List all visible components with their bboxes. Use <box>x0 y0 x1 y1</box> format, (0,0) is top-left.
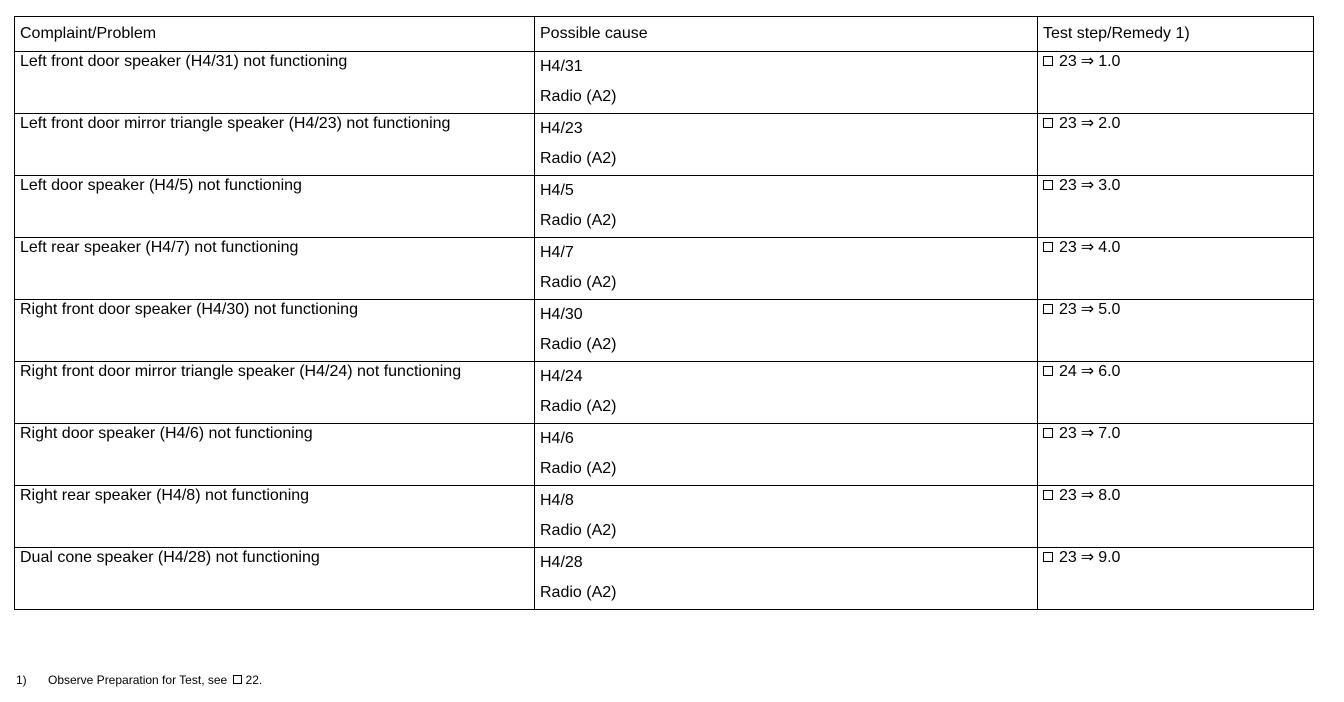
header-complaint: Complaint/Problem <box>15 17 535 52</box>
table-header-row <box>15 17 1314 52</box>
document-ref-icon <box>1043 180 1053 190</box>
table-row <box>15 424 1314 486</box>
cause-radio: Radio (A2) <box>540 150 617 167</box>
cause-radio: Radio (A2) <box>540 88 617 105</box>
table-row <box>15 362 1314 424</box>
footnote <box>16 672 262 688</box>
remedy-cell <box>1038 486 1314 548</box>
remedy-cell <box>1038 52 1314 114</box>
cause-radio: Radio (A2) <box>540 212 617 229</box>
complaint-cell: Left front door speaker (H4/31) not functioning <box>15 52 535 114</box>
remedy-step: 9.0 <box>1098 549 1121 566</box>
remedy-step: 7.0 <box>1098 425 1121 442</box>
complaint-cell: Right door speaker (H4/6) not functioning <box>15 424 535 486</box>
cause-component: H4/5 <box>540 182 574 199</box>
footnote-end: . <box>258 673 263 687</box>
cause-radio: Radio (A2) <box>540 274 617 291</box>
remedy-ref: 23 <box>1059 53 1077 70</box>
cause-cell <box>535 176 1038 238</box>
cause-cell <box>535 548 1038 610</box>
cause-component: H4/6 <box>540 430 574 447</box>
remedy-cell <box>1038 548 1314 610</box>
arrow-icon: ⇒ <box>1080 363 1095 380</box>
document-ref-icon <box>233 675 242 684</box>
remedy-cell <box>1038 176 1314 238</box>
cause-cell <box>535 300 1038 362</box>
cause-cell <box>535 424 1038 486</box>
remedy-cell <box>1038 238 1314 300</box>
cause-radio: Radio (A2) <box>540 336 617 353</box>
remedy-step: 1.0 <box>1098 53 1121 70</box>
cause-component: H4/7 <box>540 244 574 261</box>
arrow-icon: ⇒ <box>1080 301 1095 318</box>
complaint-cell: Left rear speaker (H4/7) not functioning <box>15 238 535 300</box>
complaint-cell: Dual cone speaker (H4/28) not functioning <box>15 548 535 610</box>
table-row <box>15 300 1314 362</box>
remedy-cell <box>1038 114 1314 176</box>
remedy-step: 2.0 <box>1098 115 1121 132</box>
document-ref-icon <box>1043 304 1053 314</box>
cause-cell <box>535 362 1038 424</box>
remedy-ref: 23 <box>1059 549 1077 566</box>
complaint-cell: Left door speaker (H4/5) not functioning <box>15 176 535 238</box>
remedy-step: 8.0 <box>1098 487 1121 504</box>
cause-cell <box>535 114 1038 176</box>
remedy-ref: 23 <box>1059 425 1077 442</box>
cause-component: H4/28 <box>540 554 583 571</box>
cause-radio: Radio (A2) <box>540 584 617 601</box>
table-row <box>15 114 1314 176</box>
cause-cell <box>535 52 1038 114</box>
document-ref-icon <box>1043 428 1053 438</box>
complaint-cell: Right rear speaker (H4/8) not functioning <box>15 486 535 548</box>
document-ref-icon <box>1043 366 1053 376</box>
cause-cell <box>535 486 1038 548</box>
document-ref-icon <box>1043 118 1053 128</box>
arrow-icon: ⇒ <box>1080 53 1095 70</box>
document-ref-icon <box>1043 56 1053 66</box>
table-row <box>15 548 1314 610</box>
cause-component: H4/30 <box>540 306 583 323</box>
arrow-icon: ⇒ <box>1080 487 1095 504</box>
document-ref-icon <box>1043 242 1053 252</box>
header-cause: Possible cause <box>535 17 1038 52</box>
table-body <box>15 52 1314 610</box>
footnote-text: Observe Preparation for Test, see <box>48 673 228 687</box>
cause-cell <box>535 238 1038 300</box>
cause-component: H4/8 <box>540 492 574 509</box>
remedy-ref: 23 <box>1059 115 1077 132</box>
arrow-icon: ⇒ <box>1080 177 1095 194</box>
table-row <box>15 176 1314 238</box>
header-remedy: Test step/Remedy 1) <box>1038 17 1314 52</box>
remedy-step: 6.0 <box>1098 363 1121 380</box>
arrow-icon: ⇒ <box>1080 549 1095 566</box>
diagnosis-table <box>14 16 1314 610</box>
arrow-icon: ⇒ <box>1080 239 1095 256</box>
complaint-cell: Right front door mirror triangle speaker (H4/24) not functioning <box>15 362 535 424</box>
cause-component: H4/23 <box>540 120 583 137</box>
complaint-cell: Left front door mirror triangle speaker (H4/23) not functioning <box>15 114 535 176</box>
remedy-step: 3.0 <box>1098 177 1121 194</box>
remedy-step: 5.0 <box>1098 301 1121 318</box>
arrow-icon: ⇒ <box>1080 425 1095 442</box>
document-ref-icon <box>1043 552 1053 562</box>
cause-radio: Radio (A2) <box>540 522 617 539</box>
footnote-mark: 1) <box>16 673 27 687</box>
remedy-cell <box>1038 300 1314 362</box>
footnote-ref: 22 <box>245 673 259 687</box>
remedy-ref: 23 <box>1059 301 1077 318</box>
cause-radio: Radio (A2) <box>540 460 617 477</box>
arrow-icon: ⇒ <box>1080 115 1095 132</box>
remedy-cell <box>1038 362 1314 424</box>
table-row <box>15 238 1314 300</box>
document-ref-icon <box>1043 490 1053 500</box>
cause-component: H4/24 <box>540 368 583 385</box>
remedy-ref: 24 <box>1059 363 1077 380</box>
remedy-ref: 23 <box>1059 177 1077 194</box>
cause-component: H4/31 <box>540 58 583 75</box>
remedy-ref: 23 <box>1059 487 1077 504</box>
table-row <box>15 52 1314 114</box>
remedy-ref: 23 <box>1059 239 1077 256</box>
remedy-cell <box>1038 424 1314 486</box>
cause-radio: Radio (A2) <box>540 398 617 415</box>
complaint-cell: Right front door speaker (H4/30) not functioning <box>15 300 535 362</box>
table-row <box>15 486 1314 548</box>
remedy-step: 4.0 <box>1098 239 1121 256</box>
